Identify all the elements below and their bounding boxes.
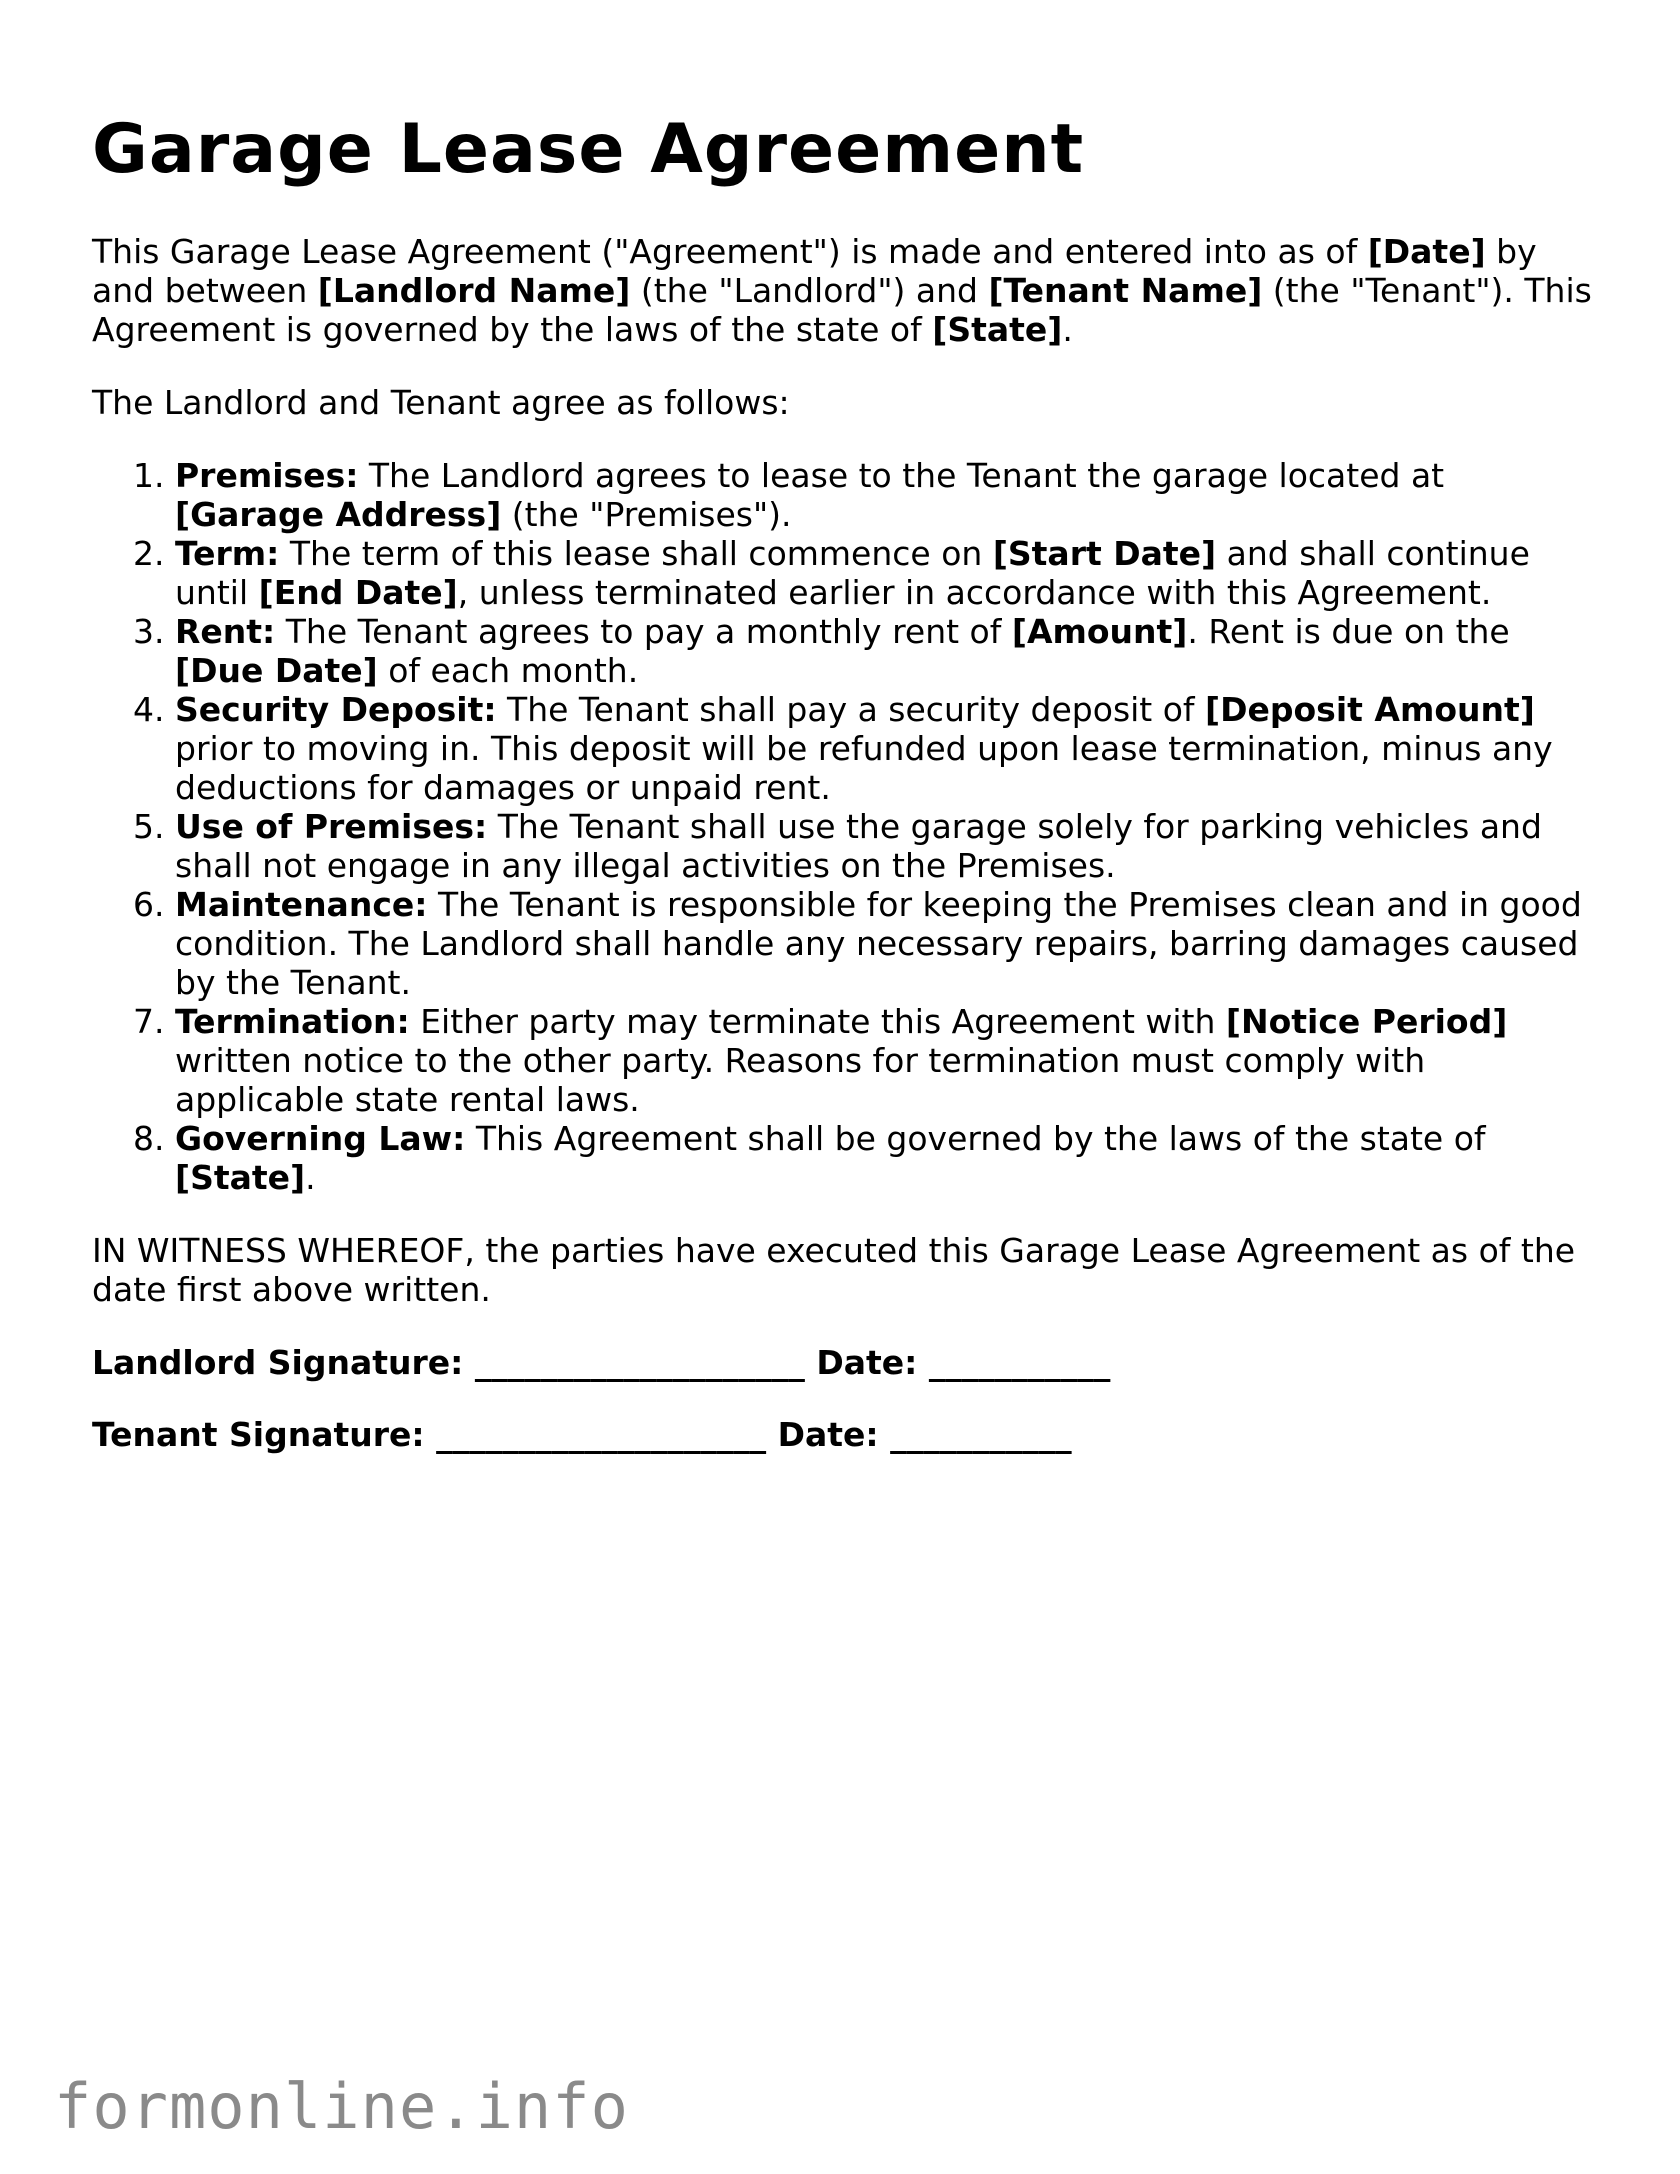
amount-placeholder: [Amount]	[1011, 612, 1188, 651]
clause-rent	[175, 612, 1592, 690]
document-page	[92, 110, 1592, 1487]
witness-paragraph: IN WITNESS WHEREOF, the parties have executed this Garage Lease Agreement as of the date first above written.	[92, 1231, 1576, 1309]
clause-text: .	[305, 1158, 316, 1197]
clause-label: Term:	[175, 534, 280, 573]
clause-text: , unless terminated earlier in accordance with this Agreement.	[457, 573, 1492, 612]
clause-label: Security Deposit:	[175, 690, 497, 729]
clause-label: Maintenance:	[175, 885, 428, 924]
clause-termination	[175, 1002, 1592, 1119]
clause-label: Use of Premises:	[175, 807, 488, 846]
clause-security-deposit	[175, 690, 1592, 807]
garage-address-placeholder: [Garage Address]	[175, 495, 502, 534]
deposit-amount-placeholder: [Deposit Amount]	[1205, 690, 1535, 729]
clause-label: Governing Law:	[175, 1119, 466, 1158]
clause-text: The term of this lease shall commence on	[279, 534, 993, 573]
end-date-placeholder: [End Date]	[258, 573, 458, 612]
clause-text: This Agreement shall be governed by the laws of the state of	[465, 1119, 1486, 1158]
clause-text: The Tenant agrees to pay a monthly rent of	[275, 612, 1012, 651]
intro-text-5: .	[1062, 310, 1073, 349]
clause-text: . Rent is due on the	[1187, 612, 1510, 651]
clause-term	[175, 534, 1592, 612]
clause-text: and shall continue until	[175, 534, 1530, 612]
clause-label: Termination:	[175, 1002, 410, 1041]
state-placeholder: [State]	[175, 1158, 306, 1197]
clause-text: Either party may terminate this Agreement with	[409, 1002, 1226, 1041]
intro-text-4: (the "Tenant"). This Agreement is governed by the laws of the state of	[92, 271, 1592, 349]
intro-text-3: (the "Landlord") and	[630, 271, 989, 310]
clause-governing-law	[175, 1119, 1592, 1197]
state-placeholder: [State]	[932, 310, 1063, 349]
watermark: formonline.info	[54, 2070, 629, 2143]
clause-text: prior to moving in. This deposit will be refunded upon lease termination, minus any deductions for damages or unpaid rent.	[175, 729, 1553, 807]
clause-text: The Tenant shall pay a security deposit of	[496, 690, 1206, 729]
clause-use-of-premises	[175, 807, 1592, 885]
clause-text: of each month.	[377, 651, 639, 690]
landlord-name-placeholder: [Landlord Name]	[317, 271, 631, 310]
intro-paragraph	[92, 232, 1592, 349]
due-date-placeholder: [Due Date]	[175, 651, 378, 690]
clause-label: Premises:	[175, 456, 359, 495]
clause-text: The Landlord agrees to lease to the Tenant the garage located at	[358, 456, 1445, 495]
clause-premises	[175, 456, 1592, 534]
agree-paragraph: The Landlord and Tenant agree as follows:	[92, 383, 790, 422]
tenant-signature-line: Tenant Signature: ____________________ Date: ___________	[92, 1415, 1072, 1454]
clauses-list	[92, 456, 1592, 1197]
clause-text: written notice to the other party. Reasons for termination must comply with applicable state rental laws.	[175, 1041, 1426, 1119]
clause-maintenance	[175, 885, 1592, 1002]
date-placeholder: [Date]	[1367, 232, 1486, 271]
notice-period-placeholder: [Notice Period]	[1225, 1002, 1508, 1041]
intro-text-2: by and between	[92, 232, 1537, 310]
clause-text: The Tenant is responsible for keeping the Premises clean and in good condition. The Landlord shall handle any necessary repairs, barring damages caused by the Tenant.	[175, 885, 1582, 1002]
start-date-placeholder: [Start Date]	[992, 534, 1217, 573]
tenant-name-placeholder: [Tenant Name]	[988, 271, 1263, 310]
clause-text: (the "Premises").	[501, 495, 792, 534]
clause-text: The Tenant shall use the garage solely for parking vehicles and shall not engage in any illegal activities on the Premises.	[175, 807, 1542, 885]
clause-label: Rent:	[175, 612, 276, 651]
intro-text-1: This Garage Lease Agreement ("Agreement") is made and entered into as of	[92, 232, 1368, 271]
document-title: Garage Lease Agreement	[92, 110, 1085, 189]
landlord-signature-line: Landlord Signature: ____________________ Date: ___________	[92, 1343, 1111, 1382]
